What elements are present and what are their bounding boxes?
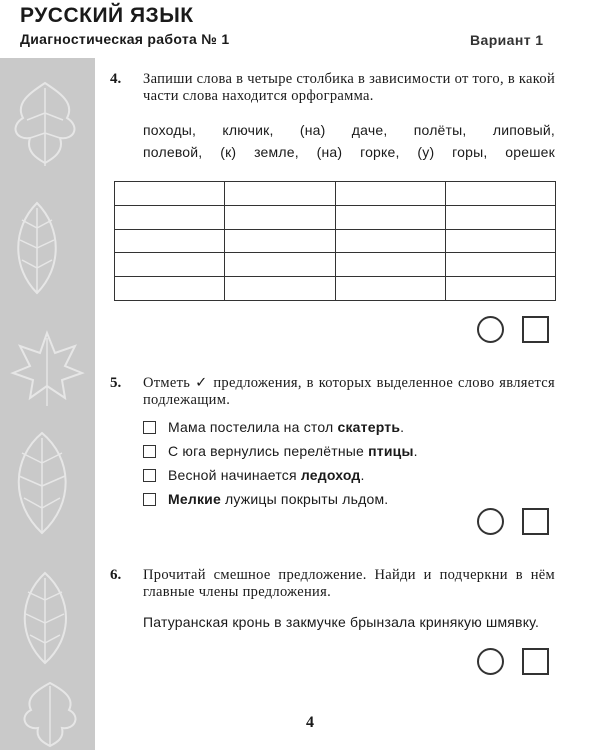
square-mark[interactable] <box>522 648 549 675</box>
option-text-part: . <box>413 443 418 459</box>
word-list-line: походы, ключик, (на) даче, полёты, липовый, <box>143 122 555 138</box>
table-cell[interactable] <box>445 277 555 301</box>
option-text-part: лужицы покрыты льдом. <box>220 491 389 507</box>
page-number: 4 <box>306 714 314 731</box>
highlighted-word: Мелкие <box>168 491 221 507</box>
highlighted-word: птицы <box>368 443 414 459</box>
decorative-sidebar <box>0 58 95 750</box>
grading-marks <box>477 316 549 343</box>
instruction-text: предложения, в которых выделенное слово является подлежащим. <box>143 375 555 408</box>
option-checkbox[interactable] <box>143 469 156 482</box>
table-cell[interactable] <box>335 277 445 301</box>
highlighted-word: скатерть <box>337 419 401 435</box>
option-checkbox[interactable] <box>143 493 156 506</box>
option-text-part: Мама постелила на стол <box>168 419 338 435</box>
circle-mark[interactable] <box>477 508 504 535</box>
table-row <box>115 229 556 253</box>
task-5 <box>110 375 555 511</box>
oak-leaf-icon <box>5 78 85 168</box>
table-cell[interactable] <box>225 205 335 229</box>
option-item[interactable] <box>143 415 555 439</box>
square-mark[interactable] <box>522 508 549 535</box>
option-text-part: Весной начинается <box>168 467 301 483</box>
table-cell[interactable] <box>225 182 335 206</box>
table-cell[interactable] <box>225 277 335 301</box>
option-text-part: . <box>360 467 365 483</box>
circle-mark[interactable] <box>477 316 504 343</box>
table-cell[interactable] <box>115 182 225 206</box>
page-title: РУССКИЙ ЯЗЫК <box>20 4 194 27</box>
nonsense-sentence[interactable]: Патуранская кронь в закмучке брынзала кринякую шмявку. <box>143 614 540 630</box>
table-row <box>115 205 556 229</box>
word-list <box>143 119 555 163</box>
task-number: 4. <box>110 71 122 87</box>
task-4 <box>110 71 555 163</box>
task-instruction: Прочитай смешное предложение. Найди и подчеркни в нём главные члены предложения. <box>143 567 555 600</box>
table-cell[interactable] <box>225 253 335 277</box>
option-text-part: С юга вернулись перелётные <box>168 443 369 459</box>
table-cell[interactable] <box>335 229 445 253</box>
variant-label: Вариант 1 <box>470 32 544 48</box>
circle-mark[interactable] <box>477 648 504 675</box>
leaf-icon <box>8 568 83 668</box>
square-mark[interactable] <box>522 316 549 343</box>
option-text <box>168 419 404 435</box>
option-checkbox[interactable] <box>143 445 156 458</box>
table-cell[interactable] <box>335 182 445 206</box>
task-number: 5. <box>110 375 122 391</box>
table-row <box>115 182 556 206</box>
option-text <box>168 443 418 459</box>
table-cell[interactable] <box>115 229 225 253</box>
table-cell[interactable] <box>445 229 555 253</box>
grading-marks <box>477 648 549 675</box>
task-6 <box>110 567 555 633</box>
table-cell[interactable] <box>445 205 555 229</box>
option-text <box>168 491 388 507</box>
table-cell[interactable] <box>115 253 225 277</box>
word-list-line: полевой, (к) земле, (на) горке, (у) горы, орешек <box>143 144 555 160</box>
table-cell[interactable] <box>115 277 225 301</box>
maple-leaf-icon <box>10 328 85 408</box>
table-cell[interactable] <box>115 205 225 229</box>
option-text <box>168 467 365 483</box>
table-cell[interactable] <box>225 229 335 253</box>
option-item[interactable] <box>143 463 555 487</box>
table-cell[interactable] <box>335 205 445 229</box>
task-instruction <box>143 375 555 409</box>
grading-marks <box>477 508 549 535</box>
check-mark-icon: ✓ <box>195 375 209 391</box>
option-checkbox[interactable] <box>143 421 156 434</box>
instruction-text: Отметь <box>143 375 191 391</box>
leaf-icon <box>2 198 72 298</box>
table-row <box>115 277 556 301</box>
oak-leaf-icon <box>15 678 85 748</box>
leaf-icon <box>0 428 85 538</box>
option-text-part: . <box>400 419 405 435</box>
answer-table[interactable] <box>114 181 556 301</box>
table-row <box>115 253 556 277</box>
option-item[interactable] <box>143 439 555 463</box>
task-number: 6. <box>110 567 122 583</box>
table-cell[interactable] <box>445 182 555 206</box>
highlighted-word: ледоход <box>300 467 361 483</box>
option-list <box>110 415 555 511</box>
table-cell[interactable] <box>335 253 445 277</box>
task-instruction: Запиши слова в четыре столбика в зависимости от того, в какой части слова находится орфограмма. <box>143 71 555 104</box>
table-cell[interactable] <box>445 253 555 277</box>
work-subtitle: Диагностическая работа № 1 <box>20 31 230 47</box>
